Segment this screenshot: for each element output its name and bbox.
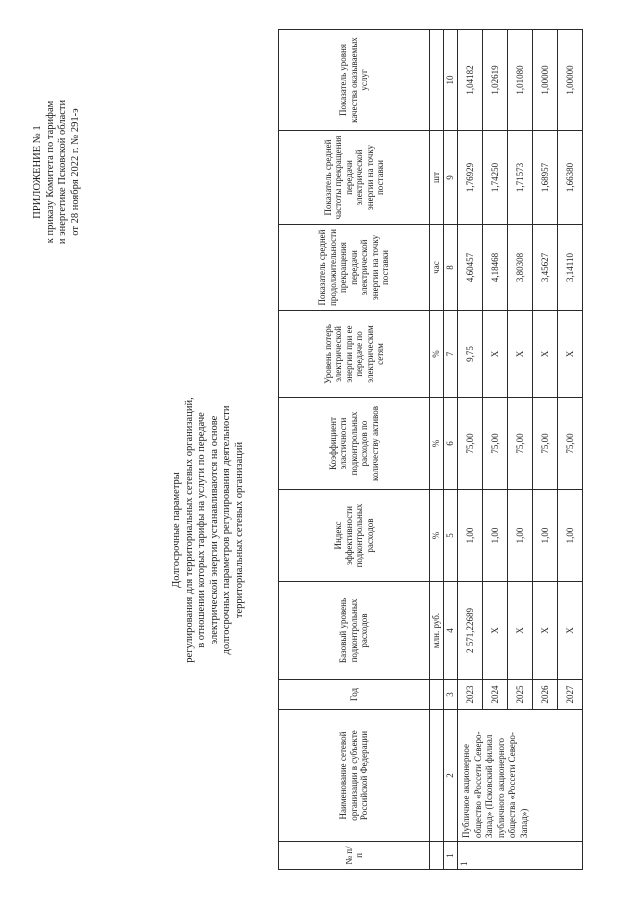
unit-cell xyxy=(430,30,444,131)
year-cell: 2023 xyxy=(458,680,483,710)
base-expenses-cell: 2 571,22689 xyxy=(458,582,483,680)
year-cell: 2026 xyxy=(533,680,558,710)
title-line: регулирования для территориальных сетевых организаций, xyxy=(183,397,195,663)
outage-frequency-cell: 1,66380 xyxy=(558,131,583,225)
column-header-elasticity: Коэффициент эластичности подконтрольных расходов по количеству активов xyxy=(279,398,430,490)
year-cell: 2024 xyxy=(483,680,508,710)
elasticity-cell: 75,00 xyxy=(533,398,558,490)
appendix-order-line: к приказу Комитета по тарифам xyxy=(44,100,56,244)
unit-cell xyxy=(430,680,444,710)
efficiency-index-cell: 1,00 xyxy=(458,490,483,582)
unit-cell: % xyxy=(430,490,444,582)
base-expenses-cell: Х xyxy=(558,582,583,680)
organization-name-cell: Публичное акционерное общество «Россети Северо-Запад» (Псковский филиал публичного акционерного общества «Россети Северо-Запад») xyxy=(458,710,583,842)
column-header-efficiency-index: Индекс эффективности подконтрольных расходов xyxy=(279,490,430,582)
column-number-cell: 10 xyxy=(444,30,458,131)
efficiency-index-cell: 1,00 xyxy=(533,490,558,582)
column-number-cell: 6 xyxy=(444,398,458,490)
unit-cell xyxy=(430,710,444,842)
column-number-cell: 3 xyxy=(444,680,458,710)
appendix-label: ПРИЛОЖЕНИЕ № 1 xyxy=(32,125,43,219)
elasticity-cell: 75,00 xyxy=(508,398,533,490)
title-line: в отношении которых тарифы на услуги по передаче xyxy=(196,412,207,648)
column-header-base-expenses: Базовый уровень подконтрольных расходов xyxy=(279,582,430,680)
service-quality-cell: 1,02619 xyxy=(483,30,508,131)
document-title xyxy=(171,310,246,750)
column-number-cell: 7 xyxy=(444,311,458,398)
efficiency-index-cell: 1,00 xyxy=(483,490,508,582)
losses-cell: Х xyxy=(558,311,583,398)
service-quality-cell: 1,00000 xyxy=(533,30,558,131)
service-quality-cell: 1,01080 xyxy=(508,30,533,131)
outage-duration-cell: 3,14110 xyxy=(558,225,583,311)
year-cell: 2027 xyxy=(558,680,583,710)
unit-cell: млн. руб. xyxy=(430,582,444,680)
unit-cell xyxy=(430,842,444,870)
appendix-committee-line: и энергетике Псковской области xyxy=(57,99,68,245)
column-number-cell: 1 xyxy=(444,842,458,870)
outage-duration-cell: 4,60457 xyxy=(458,225,483,311)
column-number-cell: 5 xyxy=(444,490,458,582)
base-expenses-cell: Х xyxy=(483,582,508,680)
rotated-sheet xyxy=(25,35,615,870)
elasticity-cell: 75,00 xyxy=(558,398,583,490)
outage-frequency-cell: 1,76929 xyxy=(458,131,483,225)
unit-cell: час xyxy=(430,225,444,311)
outage-duration-cell: 4,18468 xyxy=(483,225,508,311)
title-line: электрической энергии устанавливаются на основе xyxy=(208,415,220,645)
column-numbers-row xyxy=(444,30,458,870)
header-row xyxy=(279,30,430,870)
units-row xyxy=(430,30,444,870)
column-header-number: № п/п xyxy=(279,842,430,870)
losses-cell: Х xyxy=(483,311,508,398)
service-quality-cell: 1,00000 xyxy=(558,30,583,131)
column-number-cell: 8 xyxy=(444,225,458,311)
column-number-cell: 4 xyxy=(444,582,458,680)
outage-duration-cell: 3,80308 xyxy=(508,225,533,311)
column-number-cell: 9 xyxy=(444,131,458,225)
year-cell: 2025 xyxy=(508,680,533,710)
base-expenses-cell: Х xyxy=(533,582,558,680)
service-quality-cell: 1,04182 xyxy=(458,30,483,131)
efficiency-index-cell: 1,00 xyxy=(558,490,583,582)
column-header-outage-frequency: Показатель средней частоты прекращения передачи электрической энергии на точку поставки xyxy=(279,131,430,225)
elasticity-cell: 75,00 xyxy=(458,398,483,490)
parameters-table xyxy=(278,29,583,870)
appendix-date-line: от 28 ноября 2022 г. № 291-э xyxy=(69,108,81,236)
base-expenses-cell: Х xyxy=(508,582,533,680)
losses-cell: 9,75 xyxy=(458,311,483,398)
column-header-organization: Наименование сетевой организации в субъекте Российской Федерации xyxy=(279,710,430,842)
unit-cell: % xyxy=(430,398,444,490)
elasticity-cell: 75,00 xyxy=(483,398,508,490)
column-number-cell: 2 xyxy=(444,710,458,842)
unit-cell: шт xyxy=(430,131,444,225)
title-line: территориальных сетевых организаций xyxy=(233,441,245,619)
losses-cell: Х xyxy=(508,311,533,398)
column-header-service-quality: Показатель уровня качества оказываемых услуг xyxy=(279,30,430,131)
column-header-losses: Уровень потерь электрической энергии при ее передаче по электрическим сетям xyxy=(279,311,430,398)
appendix-header xyxy=(32,37,82,307)
row-number-cell: 1 xyxy=(458,842,583,870)
title-line: долгосрочных параметров регулирования деятельности xyxy=(221,405,232,655)
column-header-year: Год xyxy=(279,680,430,710)
table-row xyxy=(458,30,483,870)
outage-frequency-cell: 1,71573 xyxy=(508,131,533,225)
efficiency-index-cell: 1,00 xyxy=(508,490,533,582)
column-header-outage-duration: Показатель средней продолжительности прекращения передачи электрической энергии на точку поставки xyxy=(279,225,430,311)
title-line: Долгосрочные параметры xyxy=(171,472,182,588)
outage-frequency-cell: 1,68957 xyxy=(533,131,558,225)
unit-cell: % xyxy=(430,311,444,398)
outage-duration-cell: 3,45627 xyxy=(533,225,558,311)
outage-frequency-cell: 1,74250 xyxy=(483,131,508,225)
losses-cell: Х xyxy=(533,311,558,398)
